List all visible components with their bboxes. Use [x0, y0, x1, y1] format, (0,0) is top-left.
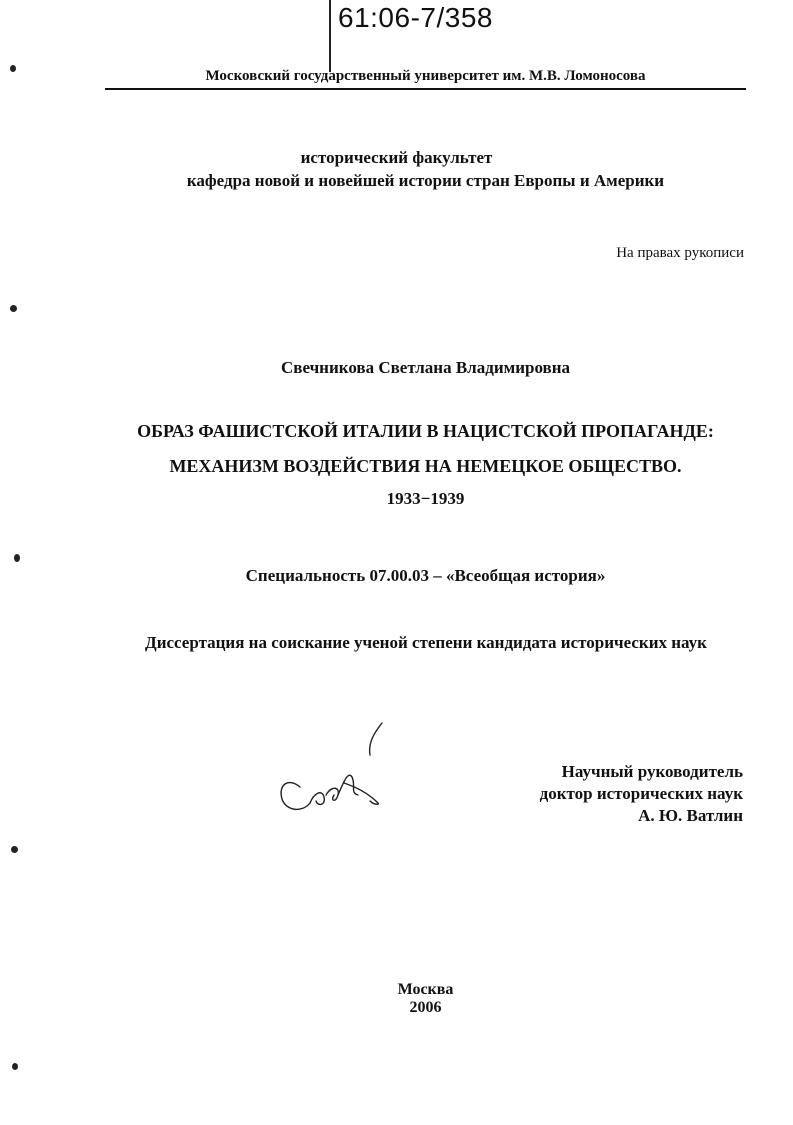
supervisor-role: Научный руководитель — [561, 762, 743, 781]
year: 2006 — [409, 999, 442, 1016]
scan-speck — [10, 65, 16, 72]
title-years: 1933−1939 — [386, 489, 465, 508]
speciality: Специальность 07.00.03 – «Всеобщая история» — [245, 566, 606, 585]
header-rule — [105, 88, 746, 90]
handwritten-signature — [270, 715, 390, 825]
title-line-2: МЕХАНИЗМ ВОЗДЕЙСТВИЯ НА НЕМЕЦКОЕ ОБЩЕСТВО. — [169, 456, 682, 476]
scan-speck — [10, 305, 17, 312]
scan-speck — [12, 1063, 18, 1070]
scan-speck — [14, 554, 20, 562]
title-line-1: ОБРАЗ ФАШИСТСКОЙ ИТАЛИИ В НАЦИСТСКОЙ ПРОПАГАНДЕ: — [137, 421, 714, 441]
university-name: Московский государственный университет им. М.В. Ломоносова — [205, 68, 646, 84]
supervisor-name: А. Ю. Ватлин — [638, 806, 743, 825]
manuscript-rights-note: На правах рукописи — [616, 245, 744, 261]
faculty-name: исторический факультет — [300, 148, 493, 167]
city: Москва — [397, 981, 454, 998]
author-name: Свечникова Светлана Владимировна — [281, 358, 570, 377]
supervisor-degree: доктор исторических наук — [539, 784, 743, 803]
scan-speck — [11, 846, 18, 853]
catalogue-stamp-number: 61:06-7/358 — [338, 2, 493, 33]
dissertation-statement: Диссертация на соискание ученой степени кандидата исторических наук — [145, 633, 707, 652]
stamp-divider — [329, 0, 331, 72]
department-name: кафедра новой и новейшей истории стран Европы и Америки — [186, 171, 665, 190]
